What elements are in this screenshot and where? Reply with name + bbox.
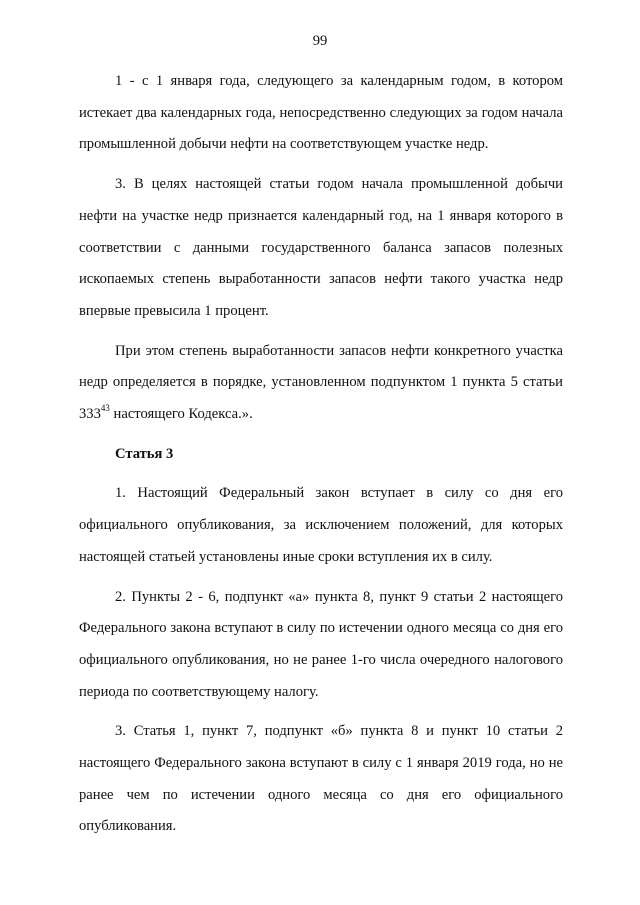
paragraph-reference-tail: настоящего Кодекса.». [109,406,253,423]
article-3-paragraph-3: 3. Статья 1, пункт 7, подпункт «б» пункта 8 и пункт 10 статьи 2 настоящего Федерального закона вступают в силу с 1 января 2019 года, но не ранее чем по истечении одного месяца со дня его официального опубликования. [79,723,563,835]
paragraph-reference-text: При этом степень выработанности запасов нефти конкретного участка недр определяется в порядке, установленном подпунктом 1 пункта 5 статьи 333 [79,342,563,423]
page-number: 99 [312,33,328,49]
article-3-paragraph-2: 2. Пункты 2 - 6, подпункт «а» пункта 8, пункт 9 статьи 2 настоящего Федерального закона вступают в силу по истечении одного месяца со дня его официального опубликования, но не ранее 1-го числа очередного налогового периода по соответствующему налогу. [79,588,563,700]
article-superscript: 43 [100,403,110,414]
paragraph-item-3: 3. В целях настоящей статьи годом начала промышленной добычи нефти на участке недр признается календарный год, на 1 января которого в соответствии с данными государственного баланса запасов полезных ископаемых степень выработанности запасов нефти такого участка недр впервые превысила 1 процент. [79,176,563,319]
article-heading: Статья 3 [115,445,174,462]
paragraph-item-1: 1 - с 1 января года, следующего за календарным годом, в котором истекает два календарных года, непосредственно следующих за годом начала промышленной добычи нефти на соответствующем участке недр. [79,73,563,153]
paragraph-reference [79,336,563,431]
article-3-paragraph-1: 1. Настоящий Федеральный закон вступает в силу со дня его официального опубликования, за исключением положений, для которых настоящей статьей установлены иные сроки вступления их в силу. [79,485,563,565]
document-body [79,66,563,843]
